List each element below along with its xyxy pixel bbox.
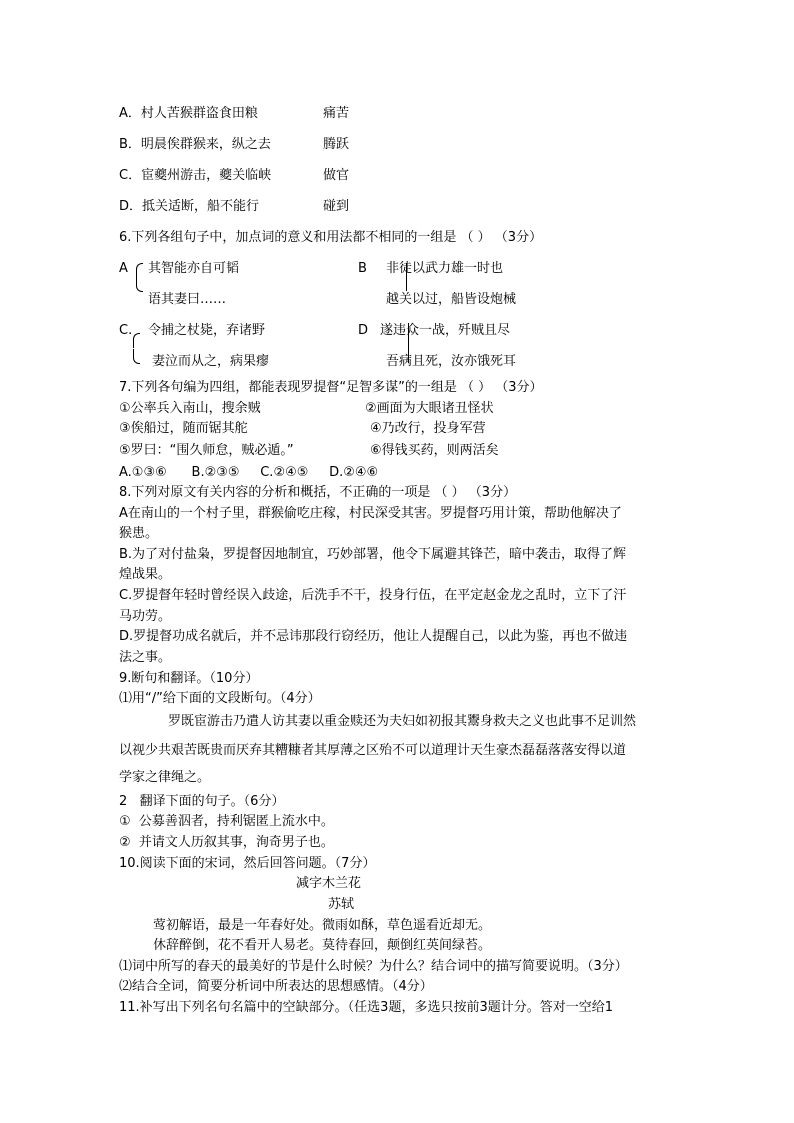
q6-c2: 妻泣而从之，病果瘳: [152, 354, 270, 369]
q7-item-4: ④乃改行，投身军营: [370, 421, 486, 436]
poem-title: 减字木兰花: [296, 876, 362, 891]
q5-option-b-term: 腾跃: [323, 137, 350, 152]
q6-d2: 吾病且死，汝亦饿死耳: [386, 354, 517, 369]
q5-option-d: D．抵关适断，船不能行: [119, 199, 260, 214]
q6-d1: 遂违众一战，歼贼且尽: [380, 323, 511, 338]
q8-option-c-line2: 马功劳。: [119, 609, 172, 624]
q6-c1: 令捕之杖毙，弃诸野: [148, 323, 266, 338]
q9-passage-line2: 以视少共艰苦既贵而厌弃其糟糠者其厚薄之区殆不可以道理计天生豪杰磊磊落落安得以道: [119, 743, 627, 758]
q8-option-d-line2: 法之事。: [119, 650, 172, 665]
q9-passage-line3: 学家之律绳之。: [119, 770, 211, 785]
q6-d-label: D: [358, 323, 369, 338]
poem-author: 苏轼: [328, 897, 355, 912]
q8-option-b-line2: 煌战果。: [119, 567, 172, 582]
q7-item-3: ③俟船过，随而锯其舵: [119, 421, 248, 436]
q10-stem: 10.阅读下面的宋词，然后回答问题。（7分）: [119, 856, 376, 871]
q9-part1-instruction: ⑴用“/”给下面的文段断句。（4分）: [119, 691, 321, 706]
q9-passage-line1: 罗既宦游击乃遣人访其妻以重金赎还为夫妇如初报其鬻身救夫之义也此事不足训然: [168, 714, 637, 729]
q9-part2-instruction: 2 翻译下面的句子。（6分）: [119, 794, 285, 809]
q8-option-d-line1: D.罗提督功成名就后，并不忌讳那段行窃经历，他让人提醒自己，以此为鉴，再也不做违: [119, 629, 628, 644]
q5-option-b: B．明晨俟群猴来，纵之去: [119, 137, 271, 152]
q11-stem: 11.补写出下列名句名篇中的空缺部分。（任选3题，多选只按前3题计分。答对一空给1: [119, 1000, 613, 1015]
q7-item-1: ①公率兵入南山，搜余贼: [119, 401, 261, 416]
q6-a1: 其智能亦自可韬: [148, 261, 240, 276]
q6-a-label: A: [119, 261, 128, 276]
q5-option-c-term: 做官: [323, 168, 350, 183]
q8-option-a-line2: 猴患。: [119, 526, 159, 541]
q10-question-1: ⑴词中所写的春天的最美好的节是什么时候？为什么？结合词中的描写简要说明。（3分）: [119, 959, 628, 974]
q8-option-c-line1: C.罗提督年轻时曾经误入歧途，后洗手不干，投身行伍，在平定赵金龙之乱时，立下了汗: [119, 588, 627, 603]
q6-stem: 6.下列各组句子中，加点词的意义和用法都不相同的一组是 （ ） （3分）: [119, 230, 543, 245]
q6-b2: 越关以过，船皆设炮械: [386, 292, 517, 307]
q8-stem: 8.下列对原文有关内容的分析和概括，不正确的一项是 （ ） （3分）: [119, 485, 517, 500]
q7-item-6: ⑥得钱买药，则两活矣: [370, 443, 499, 458]
q7-stem: 7.下列各句编为四组，都能表现罗提督“足智多谋”的一组是 （ ） （3分）: [119, 380, 543, 395]
q9-sentence-2: ② 并请文人历叙其事，洵奇男子也。: [119, 835, 334, 850]
q9-stem: 9.断句和翻译。（10分）: [119, 671, 259, 686]
poem-line-1: 莺初解语，最是一年春好处。微雨如酥，草色遥看近却无。: [153, 918, 492, 933]
poem-line-2: 休辞醉倒，花不看开人易老。莫待春回，颠倒红英间绿苔。: [153, 938, 492, 953]
q6-c-label: C.: [119, 323, 133, 338]
q5-option-a-term: 痛苦: [323, 106, 350, 121]
q5-option-c: C．宦夔州游击，夔关临峡: [119, 168, 272, 183]
q8-option-b-line1: B.为了对付盐枭，罗提督因地制宜，巧妙部署，他令下属避其锋芒，暗中袭击，取得了辉: [119, 547, 627, 562]
q10-question-2: ⑵结合全词，简要分析词中所表达的思想感情。（4分）: [119, 979, 433, 994]
q5-option-a: A．村人苦猴群盗食田粮: [119, 106, 258, 121]
q7-item-2: ②画面为大眼诸丑怪状: [365, 401, 494, 416]
q5-option-d-term: 碰到: [323, 199, 350, 214]
q7-item-5: ⑤罗曰：“围久师怠，贼必遁。”: [119, 443, 294, 458]
q6-b-label: B: [358, 261, 367, 276]
q9-sentence-1: ① 公募善泅者，持利锯匿上流水中。: [119, 814, 334, 829]
q8-option-a-line1: A在南山的一个村子里，群猴偷吃庄稼，村民深受其害。罗提督巧用计策，帮助他解决了: [119, 506, 622, 521]
q6-b1: 非徒以武力雄一时也: [386, 261, 504, 276]
q7-choices: A.①③⑥ B.②③⑤ C.②④⑤ D.②④⑥: [119, 465, 379, 480]
q6-a2: 语其妻曰……: [148, 292, 227, 307]
